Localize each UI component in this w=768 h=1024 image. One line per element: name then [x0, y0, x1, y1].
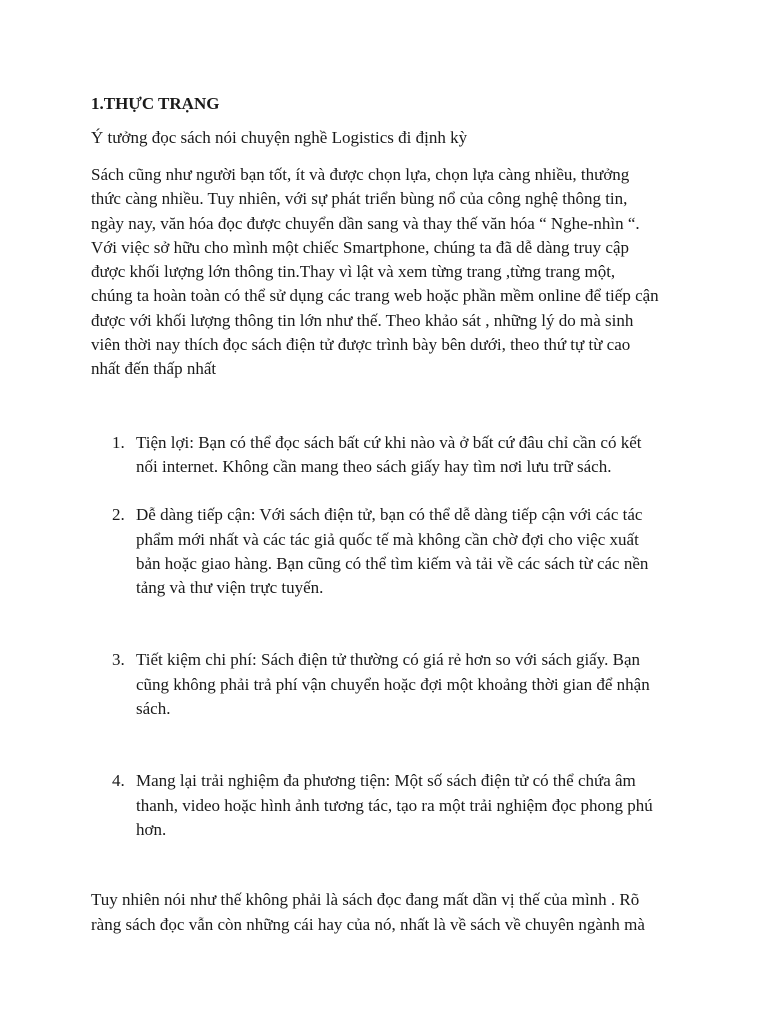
- list-item-line: Tiết kiệm chi phí: Sách điện tử thường có giá rẻ hơn so với sách giấy. Bạn: [136, 650, 641, 670]
- list-item-number: 2.: [112, 505, 125, 525]
- list-item-line: Mang lại trải nghiệm đa phương tiện: Một số sách điện tử có thể chứa âm: [136, 771, 636, 791]
- paragraph-line: được với khối lượng thông tin lớn như thế. Theo khảo sát , những lý do mà sinh: [91, 310, 634, 330]
- paragraph-line: Với việc sở hữu cho mình một chiếc Smartphone, chúng ta đã dễ dàng truy cập: [91, 237, 629, 257]
- list-item-line: nối internet. Không cần mang theo sách giấy hay tìm nơi lưu trữ sách.: [136, 456, 612, 476]
- list-item-line: sách.: [136, 699, 171, 719]
- paragraph-line: được khối lượng lớn thông tin.Thay vì lật và xem từng trang ,từng trang một,: [91, 262, 616, 282]
- paragraph-line: nhất đến thấp nhất: [91, 359, 217, 379]
- section-heading: 1.THỰC TRẠNG: [91, 94, 220, 113]
- list-item: [91, 503, 691, 600]
- list-item-line: bản hoặc giao hàng. Bạn cũng có thể tìm kiếm và tải về các sách từ các nền: [136, 553, 649, 573]
- list-item-number: 4.: [112, 771, 125, 791]
- paragraph-line: ràng sách đọc vẫn còn những cái hay của nó, nhất là về sách về chuyên ngành mà: [91, 914, 645, 934]
- list-item: [91, 648, 691, 721]
- reasons-list: [91, 431, 691, 843]
- paragraph-line: ngày nay, văn hóa đọc được chuyển dần sang và thay thế văn hóa “ Nghe-nhìn “.: [91, 213, 640, 233]
- section-subtitle: Ý tưởng đọc sách nói chuyện nghề Logistics đi định kỳ: [91, 128, 468, 147]
- list-item-line: cũng không phải trả phí vận chuyển hoặc đợi một khoảng thời gian để nhận: [136, 674, 650, 694]
- document-body: [91, 93, 691, 937]
- list-item-line: phẩm mới nhất và các tác giả quốc tế mà không cần chờ đợi cho việc xuất: [136, 529, 639, 549]
- closing-paragraph: [91, 888, 691, 937]
- list-item-number: 3.: [112, 650, 125, 670]
- paragraph-line: Sách cũng như người bạn tốt, ít và được chọn lựa, chọn lựa càng nhiều, thưởng: [91, 165, 630, 184]
- list-item: [91, 769, 691, 842]
- list-item: [91, 431, 691, 480]
- list-item-line: Dễ dàng tiếp cận: Với sách điện tử, bạn có thể dễ dàng tiếp cận với các tác: [136, 505, 643, 525]
- paragraph-line: viên thời nay thích đọc sách điện tử được trình bày bên dưới, theo thứ tự từ cao: [91, 335, 631, 355]
- intro-paragraph: [91, 163, 691, 382]
- list-item-line: hơn.: [136, 819, 167, 839]
- list-item-line: Tiện lợi: Bạn có thể đọc sách bất cứ khi nào và ở bất cứ đâu chỉ cần có kết: [136, 432, 642, 452]
- paragraph-line: chúng ta hoàn toàn có thể sử dụng các trang web hoặc phần mềm online để tiếp cận: [91, 286, 659, 306]
- paragraph-line: thức càng nhiều. Tuy nhiên, với sự phát triển bùng nổ của công nghệ thông tin,: [91, 189, 628, 209]
- paragraph-line: Tuy nhiên nói như thế không phải là sách đọc đang mất dần vị thế của mình . Rõ: [91, 890, 640, 910]
- list-item-line: tảng và thư viện trực tuyến.: [136, 578, 324, 598]
- list-item-number: 1.: [112, 432, 125, 452]
- list-item-line: thanh, video hoặc hình ảnh tương tác, tạo ra một trải nghiệm đọc phong phú: [136, 795, 653, 815]
